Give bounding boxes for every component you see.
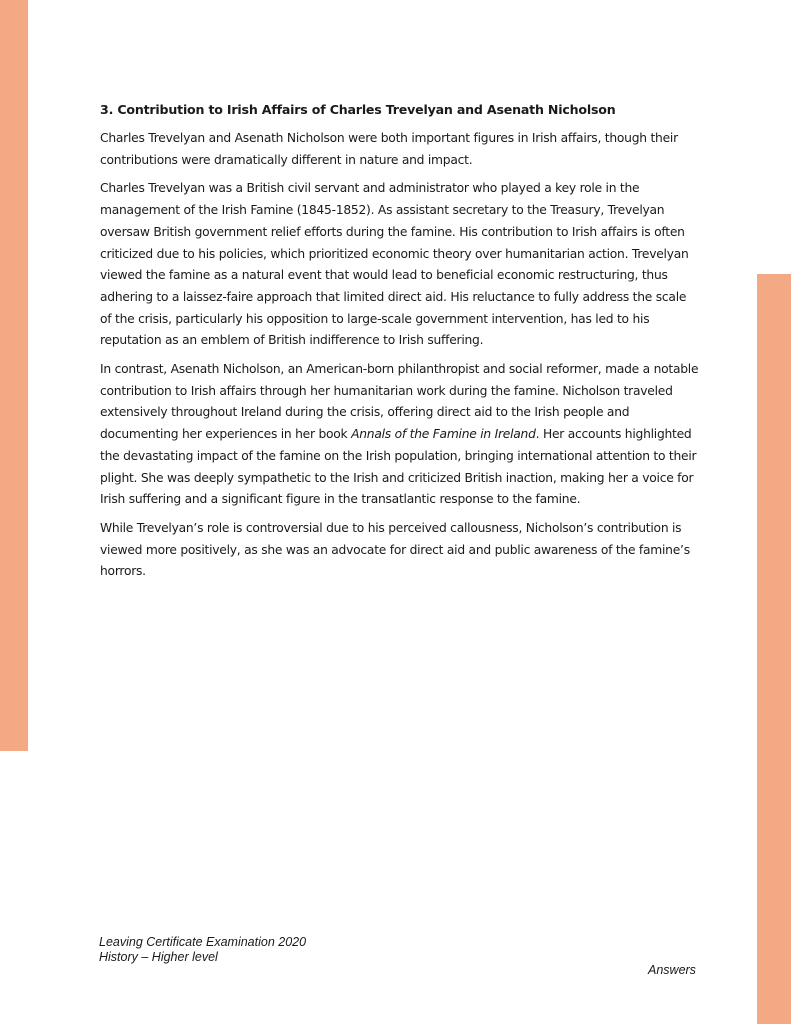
- paragraph-intro: Charles Trevelyan and Asenath Nicholson were both important figures in Irish affairs, though their contributions were dramatically different in nature and impact.: [100, 131, 678, 167]
- footer-exam-line: Leaving Certificate Examination 2020: [99, 935, 307, 949]
- footer-level-line: History – Higher level: [99, 949, 218, 964]
- footer-answers-label: Answers: [648, 963, 696, 977]
- book-title: Annals of the Famine in Ireland: [351, 427, 536, 442]
- right-accent-bar: [757, 274, 791, 1024]
- paragraph-nicholson-text-start: In contrast, Asenath Nicholson, an American-born philanthropist and social reformer, made a notable contribution to Irish affairs through her humanitarian work during the famine. Nicholson traveled extensively throughout Ireland during the crisis, offering direct aid to the Irish people and documenting her experiences in her book: [100, 362, 699, 442]
- paragraph-trevelyan: Charles Trevelyan was a British civil servant and administrator who played a key role in the management of the Irish Famine (1845-1852). As assistant secretary to the Treasury, Trevelyan oversaw British government relief efforts during the famine. His contribution to Irish affairs is often criticized due to his policies, which prioritized economic theory over humanitarian action. Trevelyan viewed the famine as a natural event that would lead to beneficial economic restructuring, thus adhering to a laissez-faire approach that limited direct aid. His reluctance to fully address the scale of the crisis, particularly his opposition to large-scale government intervention, has led to his reputation as an emblem of British indifference to Irish suffering.: [100, 181, 689, 348]
- section-heading: 3. Contribution to Irish Affairs of Charles Trevelyan and Asenath Nicholson: [100, 102, 616, 117]
- paragraph-nicholson: [100, 359, 700, 511]
- answer-section: [100, 101, 700, 590]
- paragraph-nicholson-text-end: . Her accounts highlighted the devastating impact of the famine on the Irish population, bringing international attention to their plight. She was deeply sympathetic to the Irish and criticized British inaction, making her a voice for Irish suffering and a significant figure in the transatlantic response to the famine.: [100, 427, 697, 507]
- paragraph-conclusion: While Trevelyan’s role is controversial due to his perceived callousness, Nicholson’s contribution is viewed more positively, as she was an advocate for direct aid and public awareness of the famine’s horrors.: [100, 520, 690, 579]
- left-accent-bar: [0, 0, 28, 751]
- footer-exam-info: [99, 935, 306, 964]
